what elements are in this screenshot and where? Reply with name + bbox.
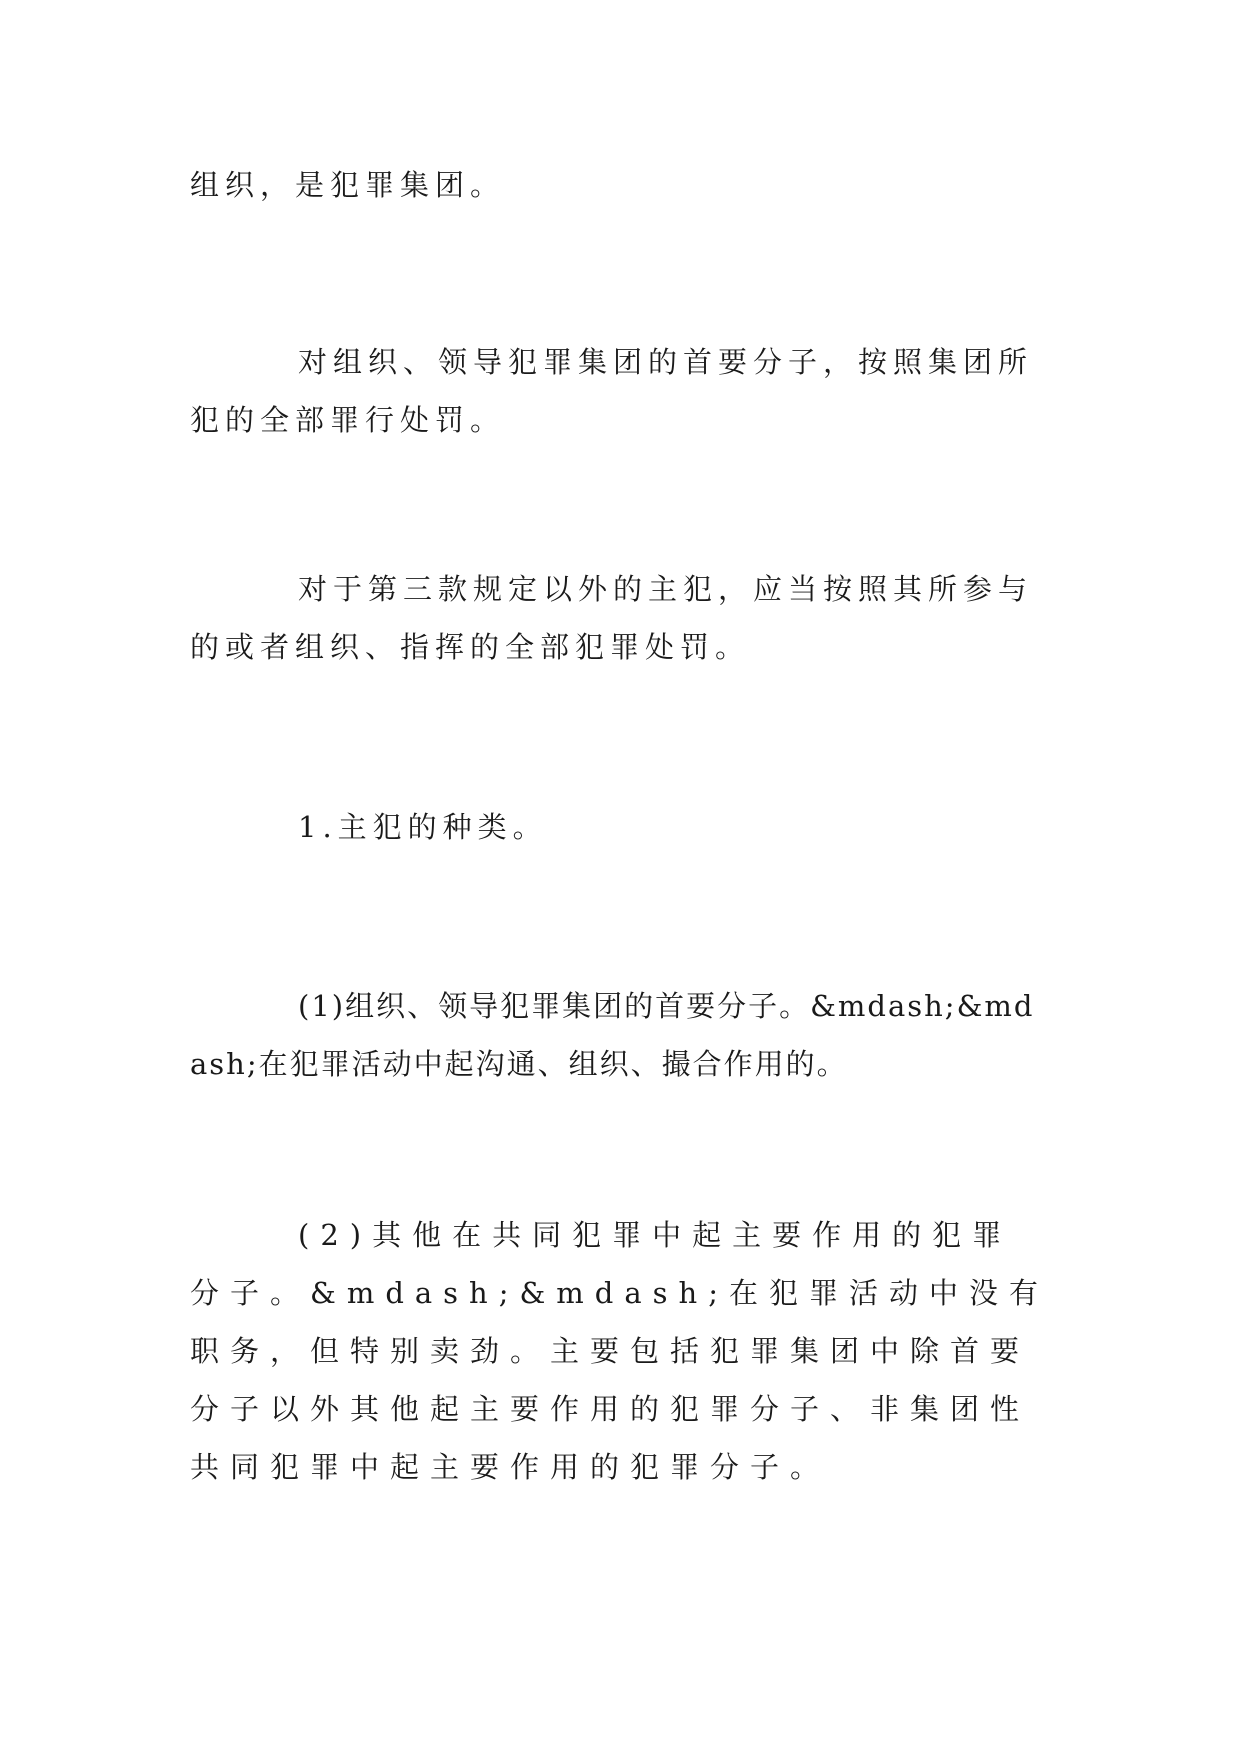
paragraph-continuation: 组织，是犯罪集团。 [190,168,506,202]
paragraph-other-principal-punishment: 对于第三款规定以外的主犯，应当按照其所参与的或者组织、指挥的全部犯罪处罚。 [190,572,1034,664]
paragraph-ringleader-punishment: 对组织、领导犯罪集团的首要分子，按照集团所犯的全部罪行处罚。 [190,345,1034,437]
section-heading-principal-types: 1.主犯的种类。 [298,810,548,844]
list-item-type-1: (1)组织、领导犯罪集团的首要分子。&mdash;&mdash;在犯罪活动中起沟通、组织、撮合作用的。 [190,989,1035,1081]
list-item-type-2: (2)其他在共同犯罪中起主要作用的犯罪分子。&mdash;&mdash;在犯罪活动中没有职务，但特别卖劲。主要包括犯罪集团中除首要分子以外其他起主要作用的犯罪分子、非集团性共同犯罪中起主要作用的犯罪分子。 [190,1218,1049,1484]
